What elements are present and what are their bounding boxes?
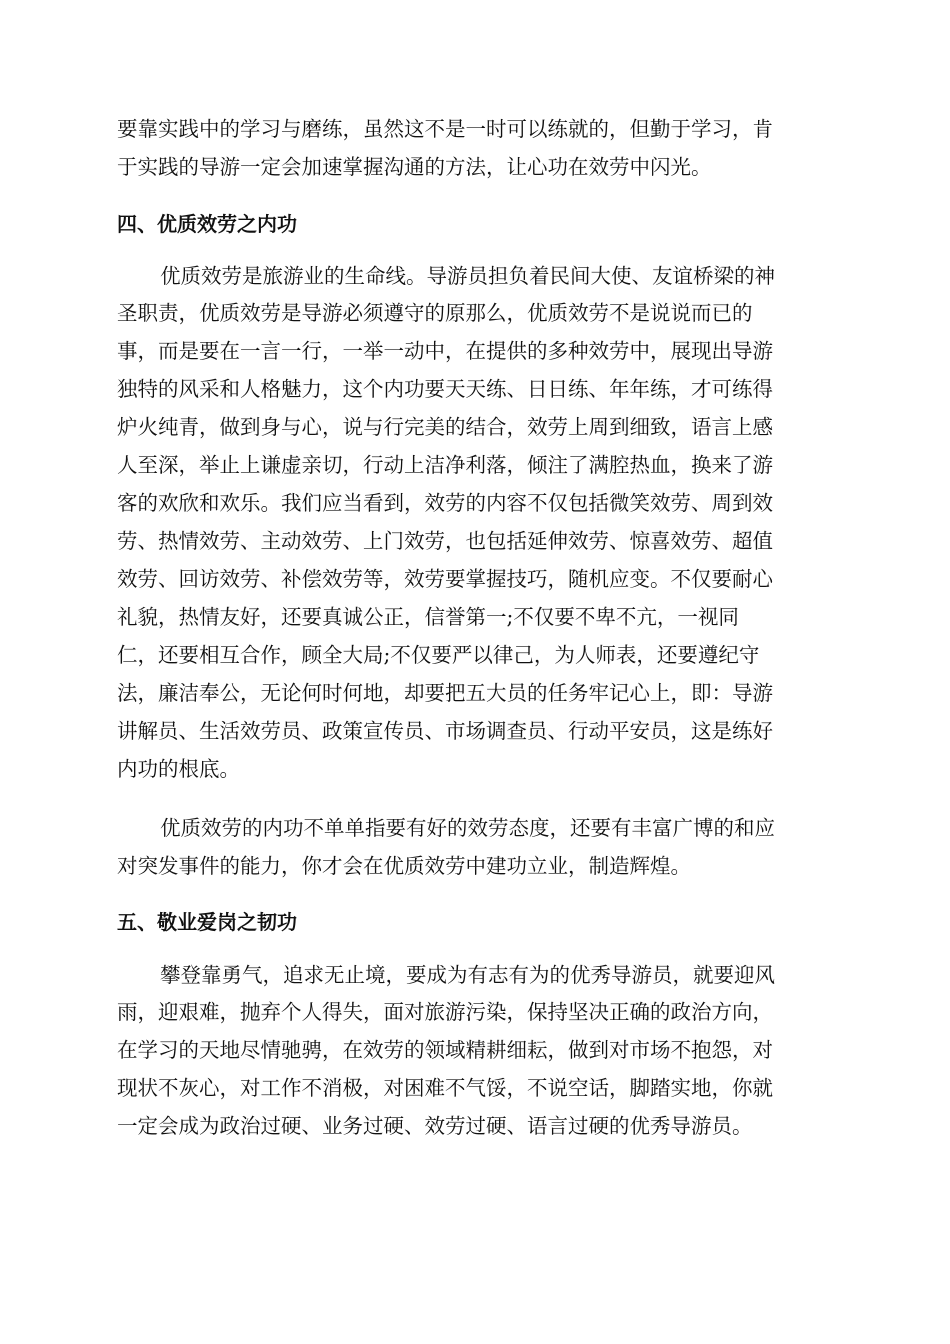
text-line: 圣职责，优质效劳是导游必须遵守的原那么，优质效劳不是说说而已的: [117, 301, 753, 325]
text-line: 法，廉洁奉公，无论何时何地，却要把五大员的任务牢记心上，即：导游: [117, 681, 773, 705]
text-line: 优质效劳是旅游业的生命线。导游员担负着民间大使、友谊桥梁的神: [160, 264, 775, 288]
section-heading: 四、优质效劳之内功: [117, 212, 297, 236]
text-line: 炉火纯青，做到身与心，说与行完美的结合，效劳上周到细致，语言上感: [117, 415, 773, 439]
text-line: 于实践的导游一定会加速掌握沟通的方法，让心功在效劳中闪光。: [117, 155, 712, 179]
text-line: 攀登靠勇气，追求无止境，要成为有志有为的优秀导游员，就要迎风: [160, 963, 775, 987]
text-line: 优质效劳的内功不单单指要有好的效劳态度，还要有丰富广博的和应: [160, 816, 775, 840]
text-line: 要靠实践中的学习与磨练，虽然这不是一时可以练就的，但勤于学习，肯: [117, 117, 773, 141]
text-line: 仁，还要相互合作，顾全大局;不仅要严以律己，为人师表，还要遵纪守: [117, 643, 760, 667]
text-line: 内功的根底。: [117, 757, 240, 781]
text-line: 劳、热情效劳、主动效劳、上门效劳，也包括延伸效劳、惊喜效劳、超值: [117, 529, 773, 553]
text-line: 讲解员、生活效劳员、政策宣传员、市场调查员、行动平安员，这是练好: [117, 719, 773, 743]
text-line: 效劳、回访效劳、补偿效劳等，效劳要掌握技巧，随机应变。不仅要耐心: [117, 567, 773, 591]
text-line: 事，而是要在一言一行，一举一动中，在提供的多种效劳中，展现出导游: [117, 339, 773, 363]
text-line: 人至深，举止上谦虚亲切，行动上洁净利落，倾注了满腔热血，换来了游: [117, 453, 773, 477]
text-line: 在学习的天地尽情驰骋，在效劳的领域精耕细耘，做到对市场不抱怨，对: [117, 1038, 773, 1062]
text-line: 礼貌，热情友好，还要真诚公正，信誉第一;不仅要不卑不亢，一视同: [117, 605, 739, 629]
text-line: 对突发事件的能力，你才会在优质效劳中建功立业，制造辉煌。: [117, 854, 691, 878]
text-line: 雨，迎艰难，抛弃个人得失，面对旅游污染，保持坚决正确的政治方向，: [117, 1000, 773, 1024]
text-line: 独特的风采和人格魅力，这个内功要天天练、日日练、年年练，才可练得: [117, 377, 773, 401]
text-line: 现状不灰心，对工作不消极，对困难不气馁，不说空话，脚踏实地，你就: [117, 1076, 773, 1100]
section-heading: 五、敬业爱岗之韧功: [117, 910, 297, 934]
text-line: 一定会成为政治过硬、业务过硬、效劳过硬、语言过硬的优秀导游员。: [117, 1114, 753, 1138]
text-line: 客的欢欣和欢乐。我们应当看到，效劳的内容不仅包括微笑效劳、周到效: [117, 491, 773, 515]
